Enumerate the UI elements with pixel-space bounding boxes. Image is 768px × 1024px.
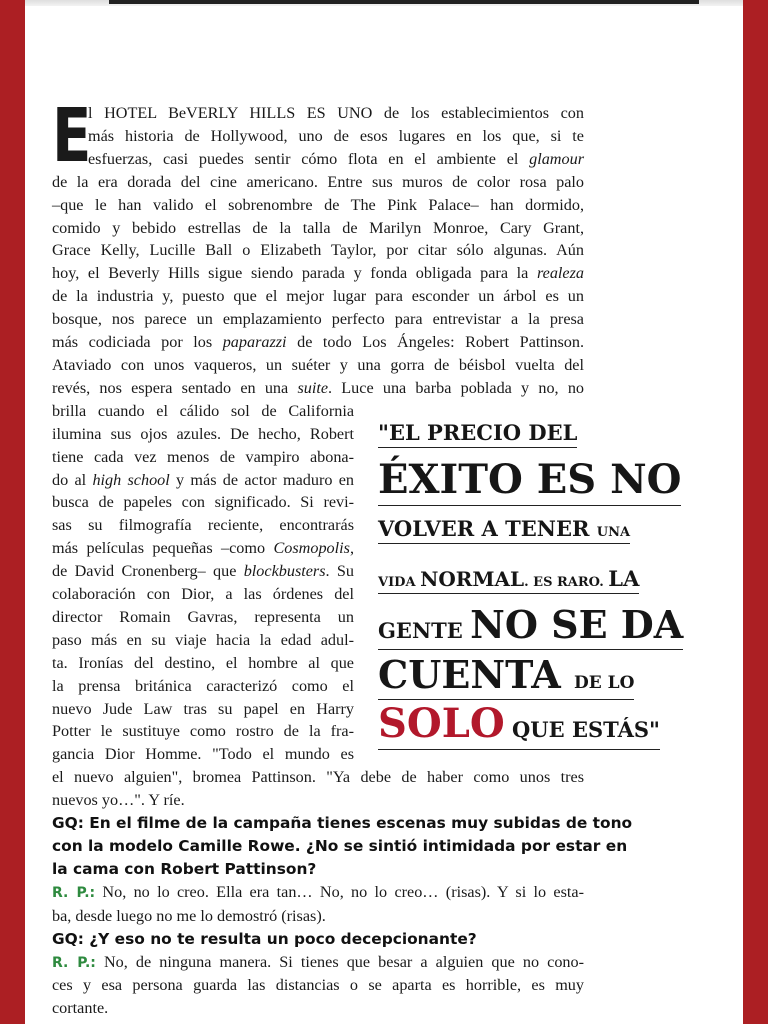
speaker-label: R. P.: xyxy=(52,954,96,971)
text-run: más películas pequeñas –como xyxy=(52,539,274,558)
text-run: director Romain Gavras, representa un xyxy=(52,607,354,626)
text-line xyxy=(52,148,584,171)
text-line xyxy=(52,400,354,423)
text-run: Grace Kelly, Lucille Ball o Elizabeth Taylor, por citar sólo algunas. Aún xyxy=(52,241,584,260)
answer-text: ces y esa persona guarda las distancias o se aparta es horrible, es muy xyxy=(52,976,584,995)
text-run: hoy, el Beverly Hills sigue siendo parada y fonda obligada para la xyxy=(52,264,537,283)
text-run: de David Cronenberg– que xyxy=(52,562,244,581)
text-line xyxy=(52,560,354,583)
text-line xyxy=(52,423,354,446)
text-line xyxy=(52,583,354,606)
pull-quote-line xyxy=(378,652,634,700)
quote-text: VOLVER A TENER xyxy=(378,516,597,541)
text-run: bosque, nos parece un emplazamiento perfecto para entrevistar a la presa xyxy=(52,310,584,329)
interview-question: GQ: ¿Y eso no te resulta un poco decepcionante? xyxy=(52,929,477,948)
text-run: ilumina sus ojos azules. De hecho, Robert xyxy=(52,424,354,443)
quote-text: NO SE DA xyxy=(470,602,684,647)
answer-text: cortante. xyxy=(52,999,109,1018)
interview-section xyxy=(52,812,633,1020)
text-run: do al xyxy=(52,470,93,489)
text-line xyxy=(52,652,354,675)
text-run: Ataviado con unos vaqueros, un suéter y una gorra de béisbol vuelta del xyxy=(52,355,584,374)
text-line xyxy=(52,446,354,469)
pull-quote-line xyxy=(378,566,639,594)
italic-term: paparazzi xyxy=(222,333,287,352)
pull-quote-line xyxy=(378,602,683,650)
text-line xyxy=(52,675,354,698)
text-run: gancia Dior Homme. "Todo el mundo es xyxy=(52,745,354,764)
text-line xyxy=(52,606,354,629)
italic-term: Cosmopolis xyxy=(273,539,350,558)
interview-answer xyxy=(52,951,584,975)
text-line xyxy=(52,171,584,194)
text-run: más historia de Hollywood, uno de esos lugares en los que, si te xyxy=(88,126,584,145)
text-run: comido y bebido estrellas de la talla de Marilyn Monroe, Cary Grant, xyxy=(52,218,584,237)
text-run: paso más en su viaje hacia la edad adul- xyxy=(52,630,354,649)
text-run: el nuevo alguien", bromea Pattinson. "Ya debe de haber como unos tres xyxy=(52,768,584,787)
text-run: esfuerzas, casi puedes sentir cómo flota en el ambiente el xyxy=(88,149,530,168)
text-line xyxy=(52,766,584,789)
text-run: brilla cuando el cálido sol de California xyxy=(52,401,354,420)
quote-text: DE LO xyxy=(574,673,635,693)
text-line xyxy=(52,262,584,285)
quote-text: GENTE xyxy=(378,618,471,643)
text-run: sas su filmografía reciente, encontrarás xyxy=(52,516,354,535)
italic-term: blockbusters xyxy=(243,562,326,581)
text-line xyxy=(52,217,584,240)
text-line xyxy=(52,743,354,766)
text-run: más codiciada por los xyxy=(52,333,223,352)
photo-edge xyxy=(25,0,743,6)
text-run: de todo Los Ángeles: Robert Pattinson. xyxy=(286,333,584,352)
answer-text: No, de ninguna manera. Si tienes que besar a alguien que no cono- xyxy=(95,952,585,971)
article-body xyxy=(52,93,633,1020)
text-run: Potter le sustituye como rostro de la fra- xyxy=(52,722,354,741)
quote-text: "EL PRECIO DEL xyxy=(378,420,578,445)
text-run: , xyxy=(349,539,354,558)
text-line xyxy=(52,285,584,308)
answer-text: No, no lo creo. Ella era tan… No, no lo creo… (risas). Y si lo esta- xyxy=(95,882,584,901)
text-line xyxy=(52,102,584,125)
text-line xyxy=(52,469,354,492)
text-line xyxy=(52,789,584,812)
quote-text: . ES RARO. xyxy=(524,575,609,590)
interview-answer xyxy=(52,974,584,997)
text-run: de la industria y, puesto que el mejor lugar para esconder un árbol es un xyxy=(52,287,584,306)
italic-term: suite xyxy=(297,378,329,397)
italic-term: glamour xyxy=(529,149,584,168)
text-run: busca de papeles con significado. Si revi- xyxy=(52,493,354,512)
text-run: revés, nos espera sentado en una xyxy=(52,378,298,397)
text-line xyxy=(52,720,354,743)
interview-answer xyxy=(52,905,584,928)
interview-question: con la modelo Camille Rowe. ¿No se sintió intimidada por estar en xyxy=(52,837,628,855)
text-line xyxy=(52,514,354,537)
text-line xyxy=(52,194,584,217)
paragraph-continuation xyxy=(52,766,584,812)
magazine-page xyxy=(25,0,743,1024)
interview-answer xyxy=(52,881,584,905)
interview-question: la cama con Robert Pattinson? xyxy=(52,859,317,878)
text-run: de la era dorada del cine americano. Entre sus muros de color rosa palo xyxy=(52,172,584,191)
text-line xyxy=(52,331,584,354)
quote-text: NORMAL xyxy=(420,567,525,591)
intro-paragraph xyxy=(52,93,585,400)
quote-text: QUE ESTÁS" xyxy=(504,717,660,742)
text-run: tiene cada vez menos de vampiro abona- xyxy=(52,447,354,466)
text-line xyxy=(52,629,354,652)
interview-answer xyxy=(52,997,584,1020)
pull-quote-line xyxy=(378,420,577,448)
italic-term: realeza xyxy=(536,264,584,283)
highlight-word: SOLO xyxy=(378,700,505,747)
text-run: y más de actor maduro en xyxy=(169,470,354,489)
pull-quote-line xyxy=(378,516,630,544)
text-run: nuevos yo…". Y ríe. xyxy=(52,791,185,810)
pull-quote-line xyxy=(378,456,681,506)
text-line xyxy=(52,377,584,400)
text-run: colaboración con Dior, a las órdenes del xyxy=(52,585,354,604)
text-line xyxy=(52,698,354,721)
text-run: l HOTEL BeVERLY HILLS ES UNO de los establecimientos con xyxy=(88,104,584,122)
text-run: ta. Ironías del destino, el hombre al que xyxy=(52,653,354,672)
drop-cap: E xyxy=(52,93,92,179)
quote-text: LA xyxy=(608,566,640,591)
quote-text: ÉXITO ES NO xyxy=(378,456,682,503)
text-run: –que le han valido el sobrenombre de The Pink Palace– han dormido, xyxy=(52,195,584,214)
text-run: nuevo Jude Law tras su papel en Harry xyxy=(52,699,354,718)
pull-quote-line xyxy=(378,700,660,750)
quote-text: UNA xyxy=(596,525,631,540)
quote-text: CUENTA xyxy=(378,652,574,697)
interview-question: GQ: En el filme de la campaña tienes escenas muy subidas de tono xyxy=(52,814,633,833)
text-line xyxy=(52,239,584,262)
text-line xyxy=(52,491,354,514)
photo-bottom-edge xyxy=(109,0,699,4)
text-line xyxy=(52,308,584,331)
italic-term: high school xyxy=(92,470,170,489)
text-run: . Su xyxy=(325,562,354,581)
text-run: la prensa británica caracterizó como el xyxy=(52,676,354,695)
text-line xyxy=(52,125,584,148)
text-line xyxy=(52,354,584,377)
answer-text: ba, desde luego no me lo demostró (risas). xyxy=(52,906,326,925)
speaker-label: R. P.: xyxy=(52,884,96,901)
text-run: . Luce una barba poblada y no, no xyxy=(328,378,585,397)
quote-text: VIDA xyxy=(378,575,421,590)
text-line xyxy=(52,537,354,560)
